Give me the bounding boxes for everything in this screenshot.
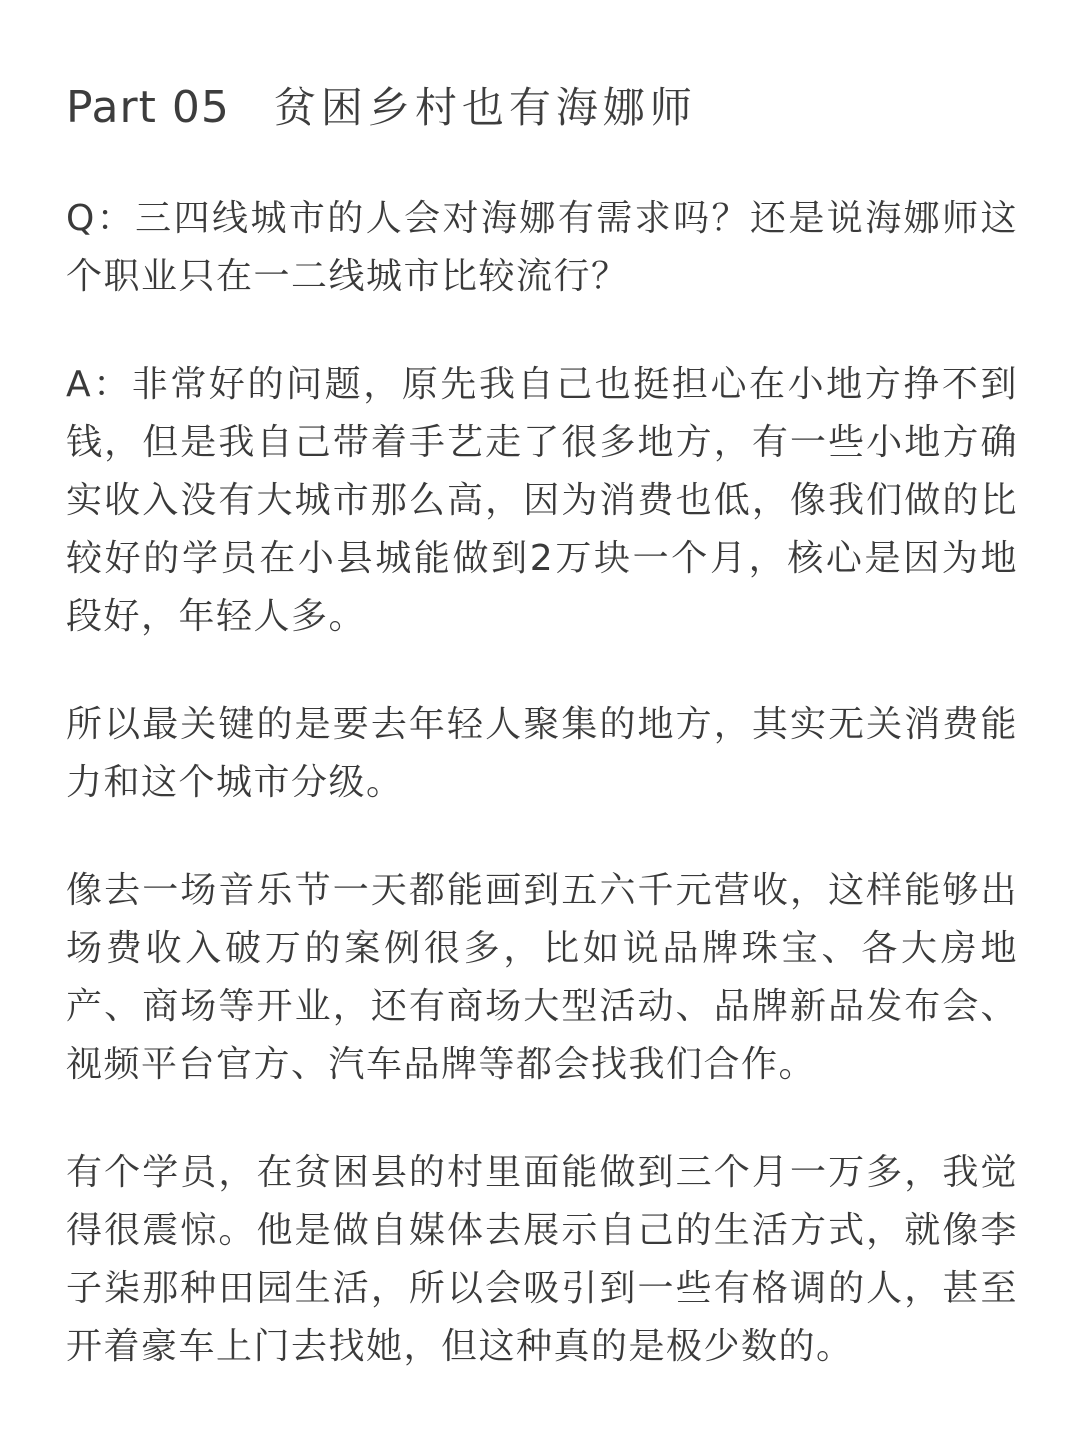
- paragraph-student-story: 有个学员，在贫困县的村里面能做到三个月一万多，我觉得很震惊。他是做自媒体去展示自己的生活方式，就像李子柒那种田园生活，所以会吸引到一些有格调的人，甚至开着豪车上门去找她，但这种真的是极少数的。: [66, 1152, 1018, 1367]
- section-title: 贫困乡村也有海娜师: [273, 83, 697, 132]
- section-header: [66, 78, 1018, 138]
- part-number: Part 05: [66, 82, 230, 133]
- paragraph-key-point: 所以最关键的是要去年轻人聚集的地方，其实无关消费能力和这个城市分级。: [66, 704, 1018, 803]
- paragraph-examples: 像去一场音乐节一天都能画到五六千元营收，这样能够出场费收入破万的案例很多，比如说品牌珠宝、各大房地产、商场等开业，还有商场大型活动、品牌新品发布会、视频平台官方、汽车品牌等都会找我们合作。: [66, 870, 1018, 1085]
- paragraph-question: Q：三四线城市的人会对海娜有需求吗？还是说海娜师这个职业只在一二线城市比较流行？: [66, 198, 1018, 297]
- article-body: [66, 190, 1018, 1376]
- paragraph-answer: A：非常好的问题，原先我自己也挺担心在小地方挣不到钱，但是我自己带着手艺走了很多地方，有一些小地方确实收入没有大城市那么高，因为消费也低，像我们做的比较好的学员在小县城能做到2万块一个月，核心是因为地段好，年轻人多。: [66, 364, 1018, 637]
